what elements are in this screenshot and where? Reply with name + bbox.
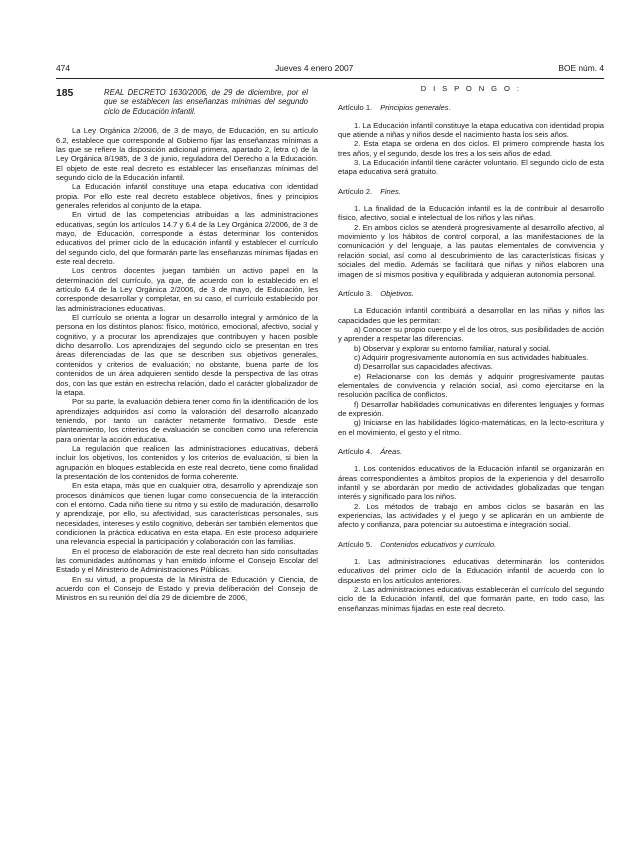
left-column [56, 84, 318, 603]
article-paragraph: 1. La Educación infantil constituye la etapa educativa con identidad propia que atiende a niñas y niños desde el nacimiento hasta los seis años. [338, 120, 604, 140]
preamble-paragraph: Por su parte, la evaluación debiera tener como fin la identificación de los aprendizajes adquiridos así como la valoración del desarrollo alcanzado teniendo, por tanto un carácter netamente formativo. Desde este planteamiento, los criterios de evaluación se conciben como una referencia para orientar la acción educativa. [56, 397, 318, 444]
article-label: Artículo 1. [338, 103, 373, 113]
article-label: Artículo 4. [338, 447, 373, 456]
journal-issue: BOE núm. 4 [558, 63, 604, 73]
page-number: 474 [56, 63, 70, 73]
article-label: Artículo 5. [338, 539, 373, 549]
preamble-paragraph: En su virtud, a propuesta de la Ministra de Educación y Ciencia, de acuerdo con el Consejo de Estado y previa deliberación del Consejo de Ministros en su reunión del día 29 de diciembre de 2006, [56, 574, 318, 603]
article-paragraph: e) Relacionarse con los demás y adquirir progresivamente pautas elementales de convivencia y relación social, así como ejercitarse en la resolución pacífica de conflictos. [338, 371, 604, 400]
article-heading [338, 103, 604, 112]
article-title: Principios generales. [380, 103, 451, 113]
article-paragraph: 2. En ambos ciclos se atenderá progresivamente al desarrollo afectivo, al movimiento y los hábitos de control corporal, a las manifestaciones de la comunicación y del lenguaje, a las pautas elementales de convivencia y relación social, así como al descubrimiento de las características físicas y sociales del medio. Además se facilitará que niñas y niños elaboren una imagen de sí mismos positiva y equilibrada y adquieran autonomía personal. [338, 222, 604, 279]
article-paragraph: d) Desarrollar sus capacidades afectivas. [354, 362, 493, 372]
decree-heading [56, 88, 318, 116]
article-paragraph: 3. La Educación infantil tiene carácter voluntario. El segundo ciclo de esta etapa educativa será gratuito. [338, 158, 604, 177]
article-paragraph: a) Conocer su propio cuerpo y el de los otros, sus posibilidades de acción y aprender a respetar las diferencias. [338, 324, 604, 344]
article-title: Contenidos educativos y currículo. [380, 539, 497, 549]
article-paragraph: 2. Esta etapa se ordena en dos ciclos. El primero comprende hasta los tres años, y el segundo, desde los tres a los seis años de edad. [338, 139, 604, 158]
preamble-paragraph: La regulación que realicen las administraciones educativas, deberá incluir los objetivos, los contenidos y los criterios de evaluación, si bien la agrupación en bloques establecida en este real decreto, tiene como finalidad la presentación de los contenidos de forma coherente. [56, 443, 318, 481]
article-title: Fines. [380, 186, 401, 196]
article-paragraph: 1. Las administraciones educativas determinarán los contenidos educativos del primer ciclo de la Educación infantil de acuerdo con lo dispuesto en los artículos anteriores. [338, 557, 604, 585]
decree-title: REAL DECRETO 1630/2006, de 29 de diciembre, por el que se establecen las enseñanzas mínimas del segundo ciclo de Educación infantil. [104, 88, 308, 116]
article-title: Objetivos. [380, 288, 414, 298]
preamble-paragraph: En el proceso de elaboración de este real decreto han sido consultadas las comunidades autónomas y han emitido informe el Consejo Escolar del Estado y el Ministerio de Administraciones Públicas. [56, 546, 318, 575]
preamble-paragraph: En virtud de las competencias atribuidas a las administraciones educativas, según los artículos 14.7 y 6.4 de la Ley Orgánica 2/2006, de 3 de mayo, de Educación, corresponde a éstas determinar los contenidos educativos del primer ciclo de la educación infantil y establecer el currículo del segundo ciclo, del que formarán parte las enseñanzas mínimas fijadas en este real decreto. [56, 210, 318, 267]
article-paragraph: b) Observar y explorar su entorno familiar, natural y social. [354, 343, 551, 353]
article-label: Artículo 3. [338, 288, 373, 298]
article-label: Artículo 2. [338, 186, 373, 196]
article-paragraph: c) Adquirir progresivamente autonomía en sus actividades habituales. [354, 352, 589, 362]
preamble-paragraph: El currículo se orienta a lograr un desarrollo integral y armónico de la persona en los distintos planos: físico, motórico, emocional, afectivo, social y cognitivo, y a procurar los aprendizajes que contribuyen y hacen posible dicho desarrollo. Los aprendizajes del segundo ciclo se presentan en tres áreas diferenciadas de las que se describen sus objetivos generales, contenidos y criterios de evaluación; no obstante, buena parte de los contenidos de un área adquieren sentido desde la perspectiva de las otras dos, con las que están en estrecha relación, dado el carácter globalizador de la etapa. [56, 313, 318, 397]
preamble-paragraph: La Educación infantil constituye una etapa educativa con identidad propia. Por ello este real decreto establece objetivos, fines y principios generales referidos al conjunto de la etapa. [56, 182, 318, 210]
article-heading [338, 289, 604, 298]
article-heading [338, 187, 604, 196]
article-paragraph: La Educación infantil contribuirá a desarrollar en las niñas y niños las capacidades que les permitan: [338, 306, 604, 325]
issue-date: Jueves 4 enero 2007 [275, 63, 354, 73]
article-paragraph: 2. Los métodos de trabajo en ambos ciclos se basarán en las experiencias, las actividades y el juego y se aplicarán en un ambiente de afecto y confianza, para potenciar su autoestima e integración social. [338, 501, 604, 530]
preamble-paragraph: La Ley Orgánica 2/2006, de 3 de mayo, de Educación, en su artículo 6.2, establece que corresponde al Gobierno fijar las enseñanzas mínimas a las que se refiere la disposición adicional primera, apartado 2, letra c) de la Ley Orgánica 8/1985, de 3 de junio, reguladora del Derecho a la Educación. El objeto de este real decreto es establecer las enseñanzas mínimas del segundo ciclo de la Educación infantil. [56, 126, 318, 182]
page-header [56, 62, 604, 74]
header-rule [56, 78, 604, 79]
article-paragraph: 1. La finalidad de la Educación infantil es la de contribuir al desarrollo físico, afectivo, social e intelectual de los niños y las niñas. [338, 204, 604, 223]
preamble-paragraph: En esta etapa, más que en cualquier otra, desarrollo y aprendizaje son procesos dinámicos que tienen lugar como consecuencia de la interacción con el entorno. Cada niño tiene su ritmo y su estilo de maduración, desarrollo y aprendizaje, por ello, su afectividad, sus características personales, sus necesidades, intereses y estilo cognitivo, deberán ser también elementos que condicionen la práctica educativa en esta etapa. En este proceso adquiriere una relevancia especial la participación y colaboración con las familias. [56, 481, 318, 547]
article-paragraph: g) Iniciarse en las habilidades lógico-matemáticas, en la lecto-escritura y en el movimiento, el gesto y el ritmo. [338, 418, 604, 437]
right-column [338, 84, 604, 613]
article-title: Áreas. [380, 447, 403, 456]
article-heading [338, 540, 604, 549]
article-heading [338, 447, 604, 456]
article-paragraph: f) Desarrollar habilidades comunicativas en diferentes lenguajes y formas de expresión. [338, 399, 604, 418]
dispongo-heading: D I S P O N G O : [420, 84, 522, 93]
preamble-paragraph: Los centros docentes juegan también un activo papel en la determinación del currículo, ya que, de acuerdo con lo establecido en el artículo 6.4 de la Ley Orgánica 2/2006, de 3 de mayo, de Educación, les corresponde desarrollar y completar, en su caso, el currículo establecido por las administraciones educativas. [56, 266, 318, 313]
article-paragraph: 2. Las administraciones educativas establecerán el currículo del segundo ciclo de la Educación infantil, del que formarán parte, en todo caso, las enseñanzas mínimas fijadas en este real decreto. [338, 585, 604, 613]
decree-number: 185 [56, 88, 74, 99]
article-paragraph: 1. Los contenidos educativos de la Educación infantil se organizarán en áreas correspondientes a ámbitos propios de la experiencia y del desarrollo infantil y se abordarán por medio de actividades globalizadas que tengan interés y significado para los niños. [338, 464, 604, 502]
